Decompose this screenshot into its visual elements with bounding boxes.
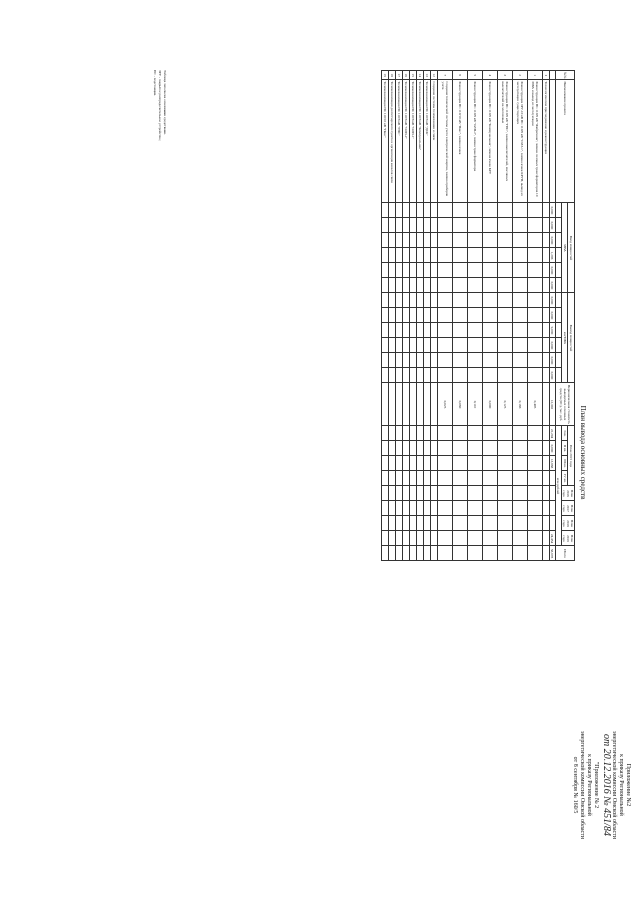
col-project: Наименование проекта <box>556 80 575 203</box>
data-table <box>381 70 575 561</box>
table-row: 15 Телемеханизация ПС 110/6 кВ "ОЛП-1" <box>410 71 417 561</box>
annex-top: Приложение №2 <box>625 763 631 807</box>
q4: IV кв. <box>562 471 569 486</box>
table-row: I Технологическое присоединение и реконструкция <box>543 71 550 561</box>
table-row: 1 Реконструкция ПС 110/6 кВ "Фабричная", замена силовых трансформаторов 10 МВА и вывод из эксплуатации 0,405 <box>528 71 543 561</box>
order-top: к приказу Региональной <box>618 754 624 816</box>
col-plan-2019: План 2019 года <box>562 531 575 546</box>
table-row: 5 Реконструкция ПС 110/6 кВ "ОЛП-2", замена трансформатора 0,110 <box>468 71 483 561</box>
table-row: 18 Телемеханизация диспетчерского пункта и организация каналов связи <box>389 71 396 561</box>
commission-top: энергетической комиссии Омской области <box>611 730 617 840</box>
totals-row: 0,000 0,000 0,000 1,296 0,000 0,000 0,000 0,000 9,090 0,000 0,000 0,000 12,302 22,204 0,000 13,968 24,454 58,978 <box>550 71 556 561</box>
col-power-in: Ввод мощностей <box>568 203 575 293</box>
table-row: 4 Реконструкция ПС 110/6 кВ "Коммунальная", замена ячеек КРУ 0,000 <box>483 71 498 561</box>
q3: III кв. <box>562 456 569 471</box>
q2: II кв. <box>562 441 569 456</box>
col-total: Итого <box>556 546 575 561</box>
table-row: 14 Телемеханизация ПС 110/6 кВ "Коммунальная" <box>417 71 424 561</box>
col-plan-2016: План 2016 года <box>562 486 575 501</box>
col-plan-2015: План 2015 года <box>568 426 575 486</box>
table-row: 6 Реконструкция ПС 110/10 кВ "Пакс", замена ячеек 0,060 <box>453 71 468 561</box>
rotated-sheet <box>137 0 637 905</box>
col-no: №№ <box>556 71 575 80</box>
table-row: 16 Телемеханизация ПС 110/6 кВ "ОЛП-2" <box>403 71 410 561</box>
annex-bottom: "Приложение № 2 <box>593 761 599 809</box>
table-row: 7 Создание технической системы учета электрической энергии, замена приборов учета 0,025 <box>438 71 453 561</box>
commission-bottom: энергетической комиссии Омской области <box>579 730 585 840</box>
order-number-top: от 20.12.2016 № 451/84 <box>601 734 612 836</box>
table-row: 12 Создание системы телемеханики и связи <box>431 71 438 561</box>
table-row: 17 Телемеханизация ПС 110/6 кВ "ГНС" <box>396 71 403 561</box>
order-number-bottom: от 8 сентября № 160/5 <box>572 756 578 814</box>
col-plan-2017: План 2017 года <box>562 501 575 516</box>
footnotes: Таблица заполнена основными средствами. ЗРУ - закрытое распределительное устройство; ПС - подстанция. <box>153 70 167 141</box>
col-km: км/МВА <box>562 293 569 383</box>
table-row: 19 Телемеханизация ПС 110/10 кВ "Пакс" <box>382 71 389 561</box>
table-row: 3 Реконструкция ПС 110/6 кВ "ГНС", замена выключателей, масляных выключателей на элегазовые 0,125 <box>498 71 513 561</box>
col-power-out: Вывод мощностей <box>568 293 575 383</box>
col-cost: Первоначальная стоимость выводимых основных средств (ОС), тыс. руб. <box>556 383 575 426</box>
col-plan-2018: План 2018 года <box>562 516 575 531</box>
col-mln: млн рублей <box>556 426 562 546</box>
order-bottom: к приказу Региональной <box>586 754 592 816</box>
header-top <box>603 725 631 845</box>
page-title: План вывода основных средств <box>579 405 587 500</box>
table-row: 2 Реконструкция ЗРУ-10 кВ ПС 110/6 кВ "СМЗ-1", замена ячеек КРУН, вывод из эксплуатации существующих 0,186 <box>513 71 528 561</box>
col-mva: МВА <box>562 203 569 293</box>
q1: I кв. <box>562 426 569 441</box>
table-row: 13 Телемеханизация ПС 110/6 кВ "ДСК" <box>424 71 431 561</box>
